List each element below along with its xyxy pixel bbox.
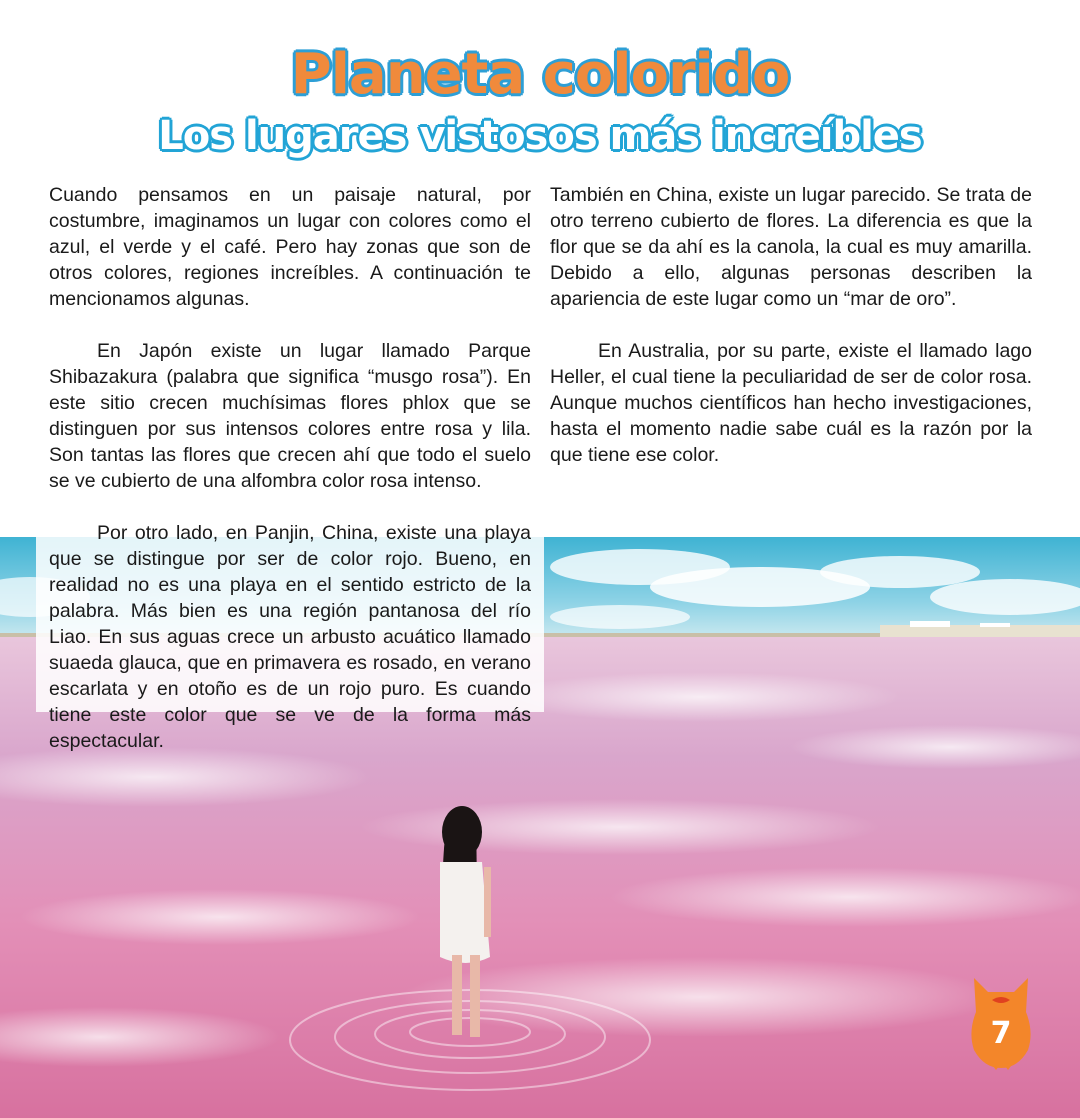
paragraph-panjin: Por otro lado, en Panjin, China, existe una playa que se distingue por ser de color rojo. Bueno, en realidad no es una playa en el sentido estricto de la palabra. Más bien es una región pantanosa del río Liao. En sus aguas crece un arbusto acuático llamado suaeda glauca, que en primavera es rosado, en verano escarlata y en otoño es de un rojo puro. Es cuando tiene este color que se ve de la forma más espectacular. [49,522,531,752]
page-subtitle: Los lugares vistosos más increíbles [158,113,922,159]
paragraph-australia: En Australia, por su parte, existe el llamado lago Heller, el cual tiene la peculiaridad de ser de color rosa. Aunque muchos científicos han hecho investigaciones, hasta el momento nadie sabe cuál es la razón por la que tiene ese color. [550,340,1032,466]
page-number: 7 [990,1016,1012,1051]
paragraph-japan: En Japón existe un lugar llamado Parque Shibazakura (palabra que significa “musgo rosa”). En este sitio crecen muchísimas flores phlox que se distinguen por sus intensos colores entre rosa y lila. Son tantas las flores que crecen ahí que todo el suelo se ve cubierto de una alfombra color rosa intenso. [49,340,531,492]
page-title: Planeta colorido [290,42,790,107]
paragraph-intro: Cuando pensamos en un paisaje natural, por costumbre, imaginamos un lugar con colores como el azul, el verde y el café. Pero hay zonas que son de otros colores, regiones increíbles. A continuación te mencionamos algunas. [49,184,531,310]
left-column [49,182,531,780]
paragraph-china-canola: También en China, existe un lugar parecido. Se trata de otro terreno cubierto de flores. La diferencia es que la flor que se da ahí es la canola, la cual es muy amarilla. Debido a ello, algunas personas describen la apariencia de este lugar como un “mar de oro”. [550,184,1032,310]
page-number-badge [968,972,1034,1072]
right-column [550,182,1032,494]
